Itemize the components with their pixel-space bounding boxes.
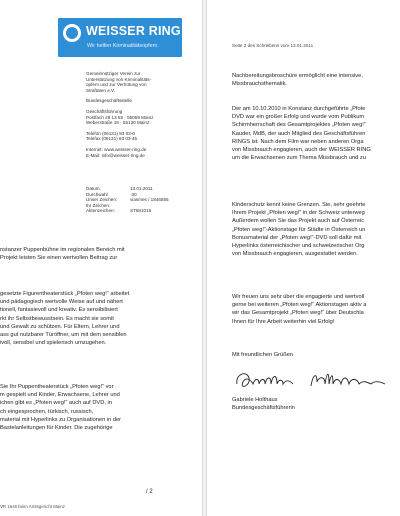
text-line: ch eingesprochen, türkisch, russisch, <box>0 408 94 415</box>
org-phone: Telefon (06131) 83 03-0 <box>86 130 135 136</box>
logo-tagline: Wir helfen Kriminalitätsopfern. <box>87 43 159 49</box>
text-line: und Gewalt zu schützen. Für Eltern, Lehrer und <box>0 323 120 330</box>
text-line: Ihnen für Ihre Arbeit weiterhin viel Erfolg! <box>232 318 335 325</box>
text-line: gesetzte Figurentheaterstück „Pfoten weg!“ arbeitet <box>0 291 130 297</box>
text-line: Projekt leisten Sie einen wertvollen Beitrag zur <box>0 255 118 262</box>
text-line: Der am 10.10.2010 in Konstanz durchgeführte „Pfote <box>232 106 366 112</box>
org-office: Bundesgeschäftsstelle <box>86 98 132 104</box>
text-line: gerne bei weiteren „Pfoten weg!“ Aktionstagen aktiv a <box>232 302 367 309</box>
text-line: „Pfoten weg!“-Aktionstage für Städte in Österreich un <box>232 226 366 233</box>
page-footer: VR 1646 beim Amtsgericht Mainz <box>0 504 65 509</box>
text-line: Außerdem wollen Sie das Projekt auch auf Österreic <box>232 218 365 225</box>
text-line: m gespielt und Kinder, Erwachsene, Lehrer und <box>0 392 120 399</box>
text-line: nstanzer Puppenbühne im regionalen Bereich mit <box>0 247 125 253</box>
text-line: Wir freuen uns sehr über die engagierte und wertvoll <box>232 294 365 300</box>
letter-reference-block <box>86 186 169 214</box>
signatory-title: Bundesgeschäftsführerin <box>232 405 295 412</box>
letter-paragraph <box>232 201 365 258</box>
text-line: Kinderschutz kennt keine Grenzen. Sie, sehr geehrte <box>232 202 366 208</box>
text-line: Bonusmaterial der „Pfoten weg!“-DVD soll dafür mit <box>232 234 362 241</box>
handwritten-signature <box>233 368 393 394</box>
org-description-line: Straftaten e.V. <box>86 87 115 93</box>
text-line: ichen gibt es „Pfoten weg!“ auch auf DVD, in <box>0 400 112 407</box>
text-line: Hyperlinks österreichischer und schweizerischer Org <box>232 243 365 250</box>
text-line: Nachbereitungsbroschüre ermöglicht eine intensive, <box>232 73 363 79</box>
ring-logo-icon <box>63 24 81 42</box>
signatory-name: Gabriele Holthaus <box>232 397 278 403</box>
text-line: Missbrauchsthematik. <box>232 81 287 88</box>
org-fax: Telefax (06131) 83 03-45 <box>86 136 138 142</box>
letter-paragraph <box>232 105 371 162</box>
text-line: Kauder, MdB, der auch Mitglied des Geschäftsführen <box>232 130 366 137</box>
text-line: Sie Ihr Puppentheaterstück „Pfoten weg!“ vor <box>0 384 114 390</box>
text-line: ivoll, sensibel und spielerisch umzugehen. <box>0 340 107 347</box>
letter-paragraph <box>0 383 121 432</box>
meta-label: Durchwahl <box>86 191 108 197</box>
text-line: um die Erwachsenen zum Thema Missbrauch und zu <box>232 155 366 162</box>
text-line: rkt ihr Selbstbewusstsein. Es macht sie somit <box>0 315 114 322</box>
logo-name: WEISSER RING <box>86 24 181 38</box>
meta-label: Ihr Zeichen: <box>86 202 111 208</box>
letter-intro-text <box>0 246 125 262</box>
page-number: / 2 <box>146 489 153 495</box>
letter-paragraph <box>232 72 363 88</box>
meta-value: -30 <box>130 191 137 197</box>
page-header: Seite 2 des Schreibens vom 13.01.2011 <box>232 43 314 48</box>
org-email: E-Mail: info@weisser-ring.de <box>86 152 145 158</box>
org-description-line: Gemeinnütziger Verein zur <box>86 71 141 76</box>
org-website: Internet: www.weisser-ring.de <box>86 146 147 152</box>
text-line: und pädagogisch wertvolle Weise auf und nähert <box>0 299 123 306</box>
meta-label: Unser Zeichen: <box>86 197 118 203</box>
meta-value: ST681015 <box>130 208 152 214</box>
organization-info <box>86 71 186 158</box>
text-line: tionell, fantasievoll und kreativ. Es sensibilisiert <box>0 307 118 314</box>
text-line: Schirmherrschaft des Gesamtprojektes „Pfoten weg!“ <box>232 122 366 129</box>
text-line: von Missbrauch engagieren, auch der WEISSER RING <box>232 147 371 154</box>
org-address-line: Geschäftsführung <box>86 108 123 114</box>
text-line: wir das Gesamtprojekt „Pfoten weg!“ über Deutschla <box>232 310 364 317</box>
letter-page-2 <box>207 0 400 516</box>
text-line: DVD war ein großer Erfolg und wurde vom Publikum <box>232 114 365 121</box>
meta-row-file-number <box>86 208 169 214</box>
text-line: ass gut nutzbarer Türöffner, um mit dem sensiblen <box>0 332 127 339</box>
text-line: Ihrem Projekt „Pfoten weg!“ in der Schweiz unterweg <box>232 210 365 217</box>
signature-block <box>232 396 295 412</box>
meta-value: vias/nes / 1846565 <box>130 197 169 203</box>
text-line: von Missbrauch engagieren, ausgestattet werden. <box>232 251 358 258</box>
letter-paragraph <box>0 290 129 347</box>
org-description-line: opfern und zur Verhütung von <box>86 82 147 88</box>
meta-label: Aktenzeichen: <box>86 208 115 214</box>
text-line: Bastelanleitungen für Kinder. Die zugehörige <box>0 425 113 432</box>
org-description-line: Unterstützung von Kriminalitäts- <box>86 76 152 82</box>
org-address-line: Postfach 26 13 55 · 55059 Mainz <box>86 114 154 120</box>
closing-salutation: Mit freundlichen Grüßen <box>232 352 294 358</box>
meta-label: Datum: <box>86 186 101 191</box>
org-address-line: Weberstraße 16 · 55130 Mainz <box>86 120 150 126</box>
weisser-ring-logo <box>58 18 182 57</box>
meta-value: 13.01.2011 <box>130 186 153 191</box>
text-line: material mit Hyperlinks zu Organisationen in der <box>0 416 122 423</box>
letter-paragraph <box>232 293 366 326</box>
text-line: RINGS ist. Nach dem Film war neben anderen Orga <box>232 138 364 145</box>
